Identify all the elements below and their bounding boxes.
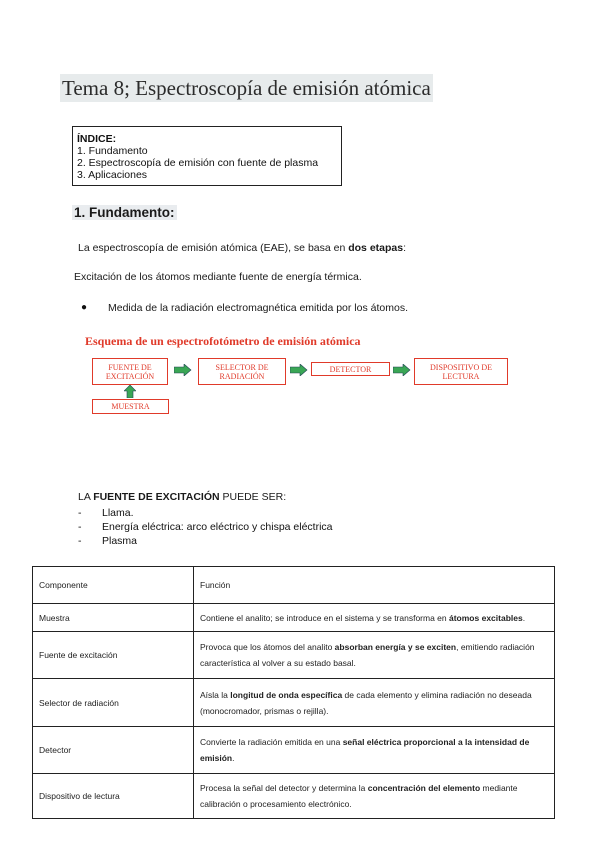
cell-component: Detector	[33, 727, 194, 774]
scheme-title: Esquema de un espectrofotómetro de emisión atómica	[85, 334, 361, 348]
components-table	[32, 566, 555, 819]
sources-prefix: LA	[78, 491, 94, 503]
bullet-icon: ●	[81, 302, 88, 313]
table-row	[33, 727, 555, 774]
function-bold: absorban energía y se exciten	[334, 642, 457, 652]
function-text: Procesa la señal del detector y determina la	[200, 783, 368, 793]
arrow-right-icon	[290, 364, 308, 376]
cell-function	[194, 679, 555, 727]
table-row	[33, 774, 555, 819]
cell-component: Selector de radiación	[33, 679, 194, 727]
cell-function	[194, 604, 555, 632]
function-text: Provoca que los átomos del analito	[200, 642, 335, 652]
list-item-text: Plasma	[102, 535, 138, 547]
function-bold: átomos excitables	[449, 612, 523, 623]
arrow-right-icon	[393, 364, 411, 376]
table-row	[33, 632, 555, 679]
function-text: .	[522, 612, 526, 623]
section-heading-fundamento: 1. Fundamento:	[74, 205, 175, 220]
sources-list	[78, 506, 333, 548]
cell-component: Fuente de excitación	[33, 632, 194, 679]
box-detector: DETECTOR	[311, 362, 390, 376]
box-muestra: MUESTRA	[92, 399, 169, 414]
list-item	[78, 506, 333, 520]
cell-component: Muestra	[33, 604, 194, 632]
arrow-right-icon	[174, 364, 192, 376]
intro-text: La espectroscopía de emisión atómica (EAE), se basa en	[78, 242, 349, 254]
table-row	[33, 679, 555, 727]
sources-suffix: PUEDE SER:	[219, 491, 287, 503]
index-item-2: 2. Espectroscopía de emisión con fuente de plasma	[77, 157, 319, 169]
table-header-row	[33, 567, 555, 604]
box-fuente-excitacion: FUENTE DE EXCITACIÓN	[92, 358, 168, 385]
dash-icon: -	[78, 507, 82, 519]
cell-function	[194, 727, 555, 774]
index-item-1: 1. Fundamento	[77, 145, 148, 157]
intro-paragraph	[78, 242, 406, 254]
header-componente: Componente	[33, 567, 194, 604]
box-selector-radiacion: SELECTOR DE RADIACIÓN	[198, 358, 286, 385]
function-text: mediante calibración o procesamiento electrónico.	[200, 783, 518, 809]
cell-function	[194, 774, 555, 819]
function-bold: longitud de onda específica	[230, 689, 343, 700]
intro-colon: :	[403, 242, 407, 254]
page-title: Tema 8; Espectroscopía de emisión atómica	[62, 76, 431, 100]
function-text: de cada elemento y elimina radiación no deseada (monocromador, prismas o rejilla).	[200, 689, 532, 716]
index-box	[72, 126, 342, 186]
index-item-3: 3. Aplicaciones	[77, 169, 148, 181]
list-item-text: Energía eléctrica: arco eléctrico y chispa eléctrica	[102, 521, 333, 533]
cell-function	[194, 632, 555, 679]
dash-icon: -	[78, 535, 82, 547]
table-row	[33, 604, 555, 632]
index-header: ÍNDICE:	[77, 133, 117, 145]
function-text: Contiene el analito; se introduce en el sistema y se transforma en	[200, 612, 449, 623]
list-item	[78, 520, 333, 534]
sources-heading	[78, 491, 286, 503]
function-text: Aísla la	[200, 689, 231, 700]
function-text: , emitiendo radiación característica al volver a su estado basal.	[200, 642, 535, 668]
function-text: Convierte la radiación emitida en una	[200, 737, 343, 747]
function-text: .	[232, 753, 235, 763]
sources-bold: FUENTE DE EXCITACIÓN	[93, 491, 220, 503]
cell-component: Dispositivo de lectura	[33, 774, 194, 819]
arrow-up-icon	[124, 385, 136, 398]
step-1-text: Excitación de los átomos mediante fuente de energía térmica.	[74, 271, 362, 283]
header-funcion: Función	[194, 567, 555, 604]
list-item-text: Llama.	[102, 507, 134, 519]
function-bold: concentración del elemento	[367, 783, 481, 793]
dash-icon: -	[78, 521, 82, 533]
intro-bold: dos etapas	[348, 242, 404, 254]
box-dispositivo-lectura: DISPOSITIVO DE LECTURA	[414, 358, 508, 385]
function-bold: señal eléctrica proporcional a la intensidad de emisión	[200, 737, 530, 763]
list-item	[78, 534, 333, 548]
step-2-text: Medida de la radiación electromagnética emitida por los átomos.	[108, 302, 408, 314]
